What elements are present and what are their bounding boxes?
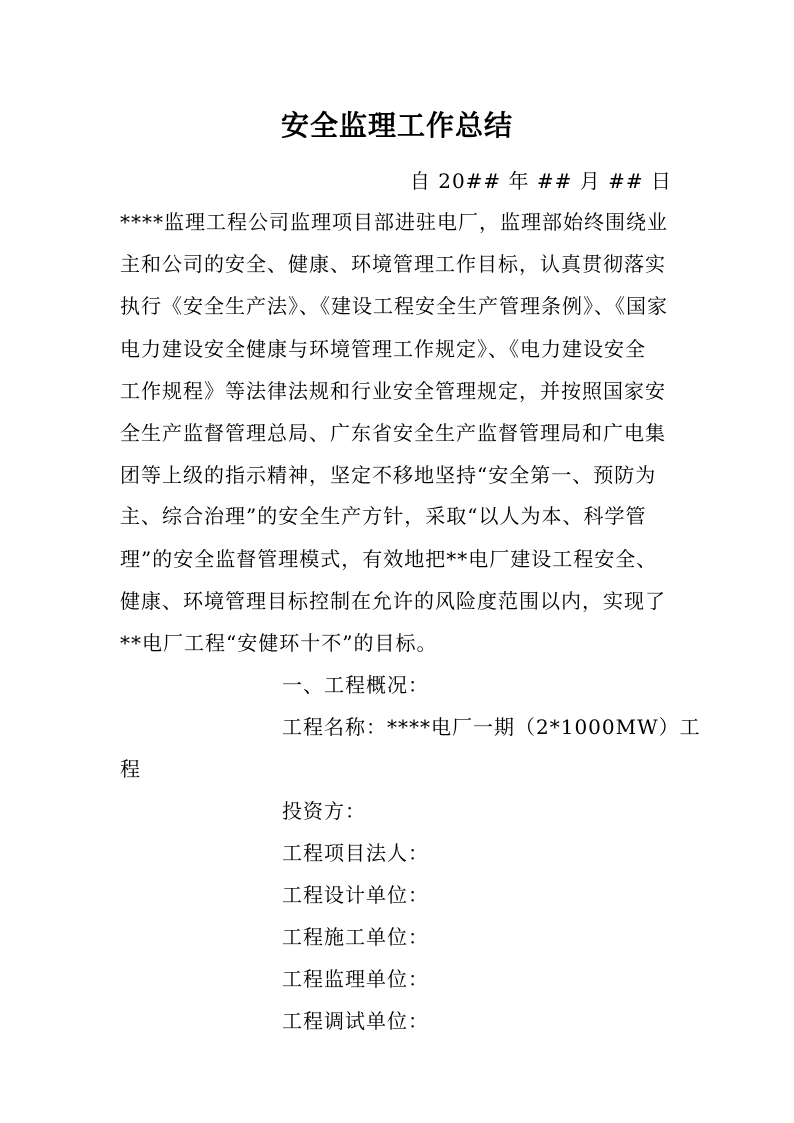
project-name-line: 工程名称：****电厂一期（2*1000MW）工: [282, 715, 701, 739]
paragraph-line: **电厂工程“安健环十不”的目标。: [120, 631, 438, 655]
paragraph-line: 电力建设安全健康与环境管理工作规定》、《电力建设安全: [120, 337, 646, 361]
supervision-unit-field: 工程监理单位：: [282, 967, 429, 991]
section-heading: 一、工程概况：: [282, 673, 429, 697]
construction-unit-field: 工程施工单位：: [282, 925, 429, 949]
paragraph-line: 执行《安全生产法》、《建设工程安全生产管理条例》、《国家: [120, 294, 668, 318]
document-date: 自 20## 年 ## 月 ## 日: [409, 169, 672, 193]
paragraph-line: 主、综合治理”的安全生产方针，采取“以人为本、科学管: [120, 504, 647, 528]
paragraph-line: 健康、环境管理目标控制在允许的风险度范围以内，实现了: [120, 589, 666, 613]
paragraph-line: 工作规程》等法律法规和行业安全管理规定，并按照国家安: [120, 379, 666, 403]
paragraph-line: 全生产监督管理总局、广东省安全生产监督管理局和广电集: [120, 421, 666, 445]
paragraph-line: ****监理工程公司监理项目部进驻电厂，监理部始终围绕业: [120, 210, 668, 234]
project-name-line-continued: 程: [120, 757, 141, 781]
paragraph-line: 团等上级的指示精神，坚定不移地坚持“安全第一、预防为: [120, 463, 657, 487]
commissioning-unit-field: 工程调试单位：: [282, 1009, 429, 1033]
document-title: 安全监理工作总结: [280, 109, 513, 142]
design-unit-field: 工程设计单位：: [282, 883, 429, 907]
investor-field: 投资方：: [282, 799, 366, 823]
paragraph-line: 主和公司的安全、健康、环境管理工作目标，认真贯彻落实: [120, 252, 666, 276]
paragraph-line: 理”的安全监督管理模式，有效地把**电厂建设工程安全、: [120, 547, 658, 571]
legal-person-field: 工程项目法人：: [282, 841, 429, 865]
